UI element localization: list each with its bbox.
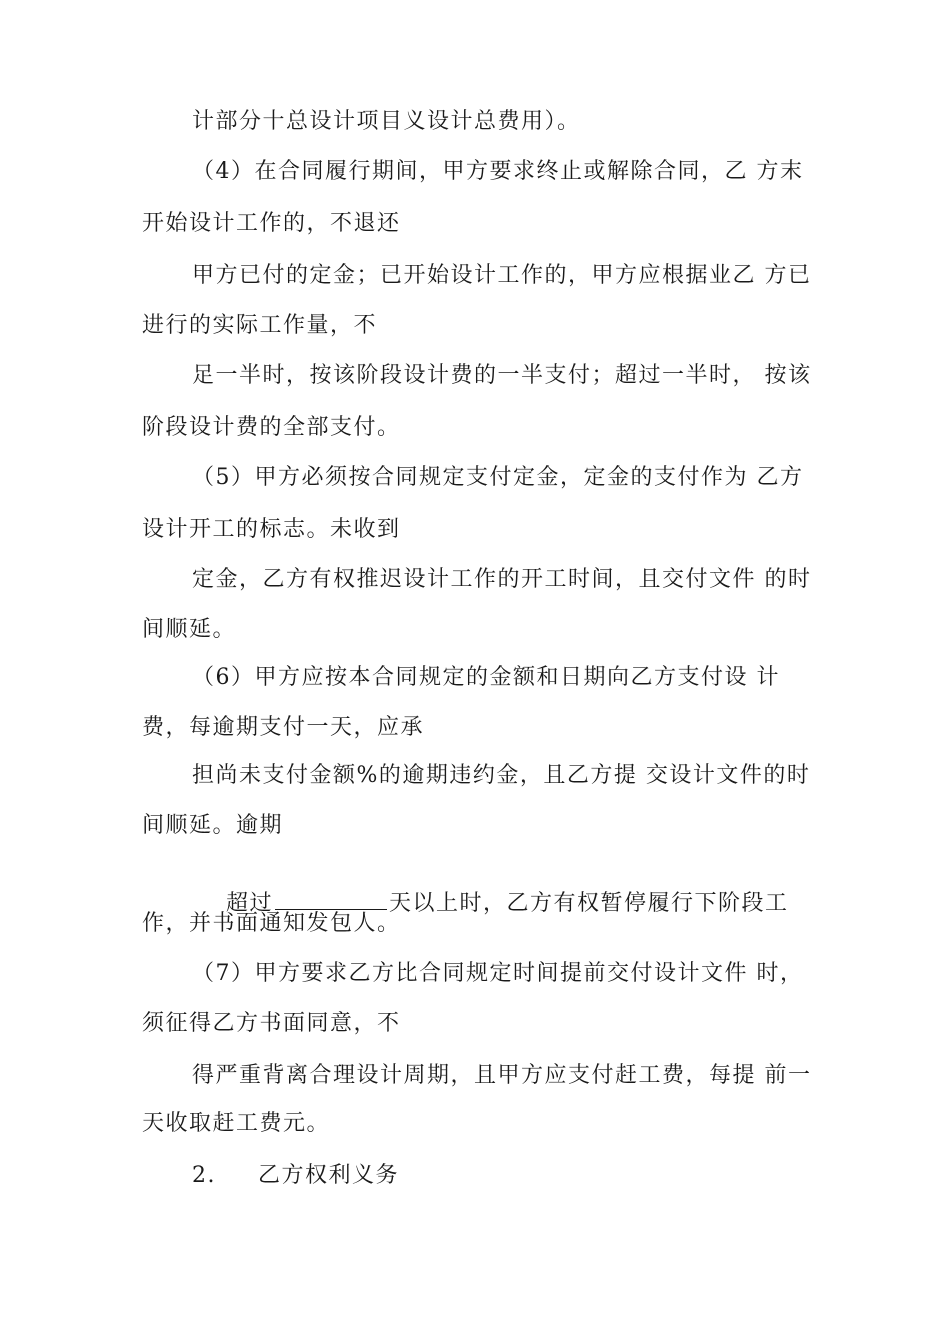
text-line: 得严重背离合理设计周期，且甲方应支付赶工费，每提 前一 <box>192 1063 812 1088</box>
text-line: 足一半时，按该阶段设计费的一半支付；超过一半时， 按该 <box>192 363 812 388</box>
clause-5-line: （5）甲方必须按合同规定支付定金，定金的支付作为 乙方 <box>192 465 804 490</box>
clause-7-line: （7）甲方要求乙方比合同规定时间提前交付设计文件 时， <box>192 961 804 986</box>
clause-4-line: （4）在合同履行期间，甲方要求终止或解除合同，乙 方末 <box>192 159 804 184</box>
text-line: 定金，乙方有权推迟设计工作的开工时间，且交付文件 的时 <box>192 567 812 592</box>
text-line: 设计开工的标志。未收到 <box>142 517 401 542</box>
text-segment: 超过 <box>225 891 273 916</box>
text-line: 天收取赶工费元。 <box>142 1111 331 1136</box>
section-number: 2. <box>192 1163 216 1188</box>
text-line: 作，并书面通知发包人。 <box>142 911 401 936</box>
text-line: 计部分十总设计项目义设计总费用）。 <box>192 109 581 134</box>
section-heading: 乙方权利义务 <box>258 1163 400 1188</box>
text-line: 间顺延。 <box>142 617 237 642</box>
text-line: 进行的实际工作量，不 <box>142 313 378 338</box>
text-line: 间顺延。逾期 <box>142 813 284 838</box>
text-line: 甲方已付的定金；已开始设计工作的，甲方应根据业乙 方已 <box>192 263 812 288</box>
text-line: 阶段设计费的全部支付。 <box>142 415 401 440</box>
text-line: 担尚未支付金额%的逾期违约金，且乙方提 交设计文件的时 <box>192 763 811 788</box>
clause-6-line: （6）甲方应按本合同规定的金额和日期向乙方支付设 计 <box>192 665 780 690</box>
text-line: 须征得乙方书面同意，不 <box>142 1011 401 1036</box>
text-segment: 天以上时，乙方有权暂停履行下阶段工 <box>389 891 789 916</box>
text-line: 开始设计工作的，不退还 <box>142 211 401 236</box>
text-line: 费，每逾期支付一天，应承 <box>142 715 425 740</box>
fill-in-blank <box>275 891 387 910</box>
